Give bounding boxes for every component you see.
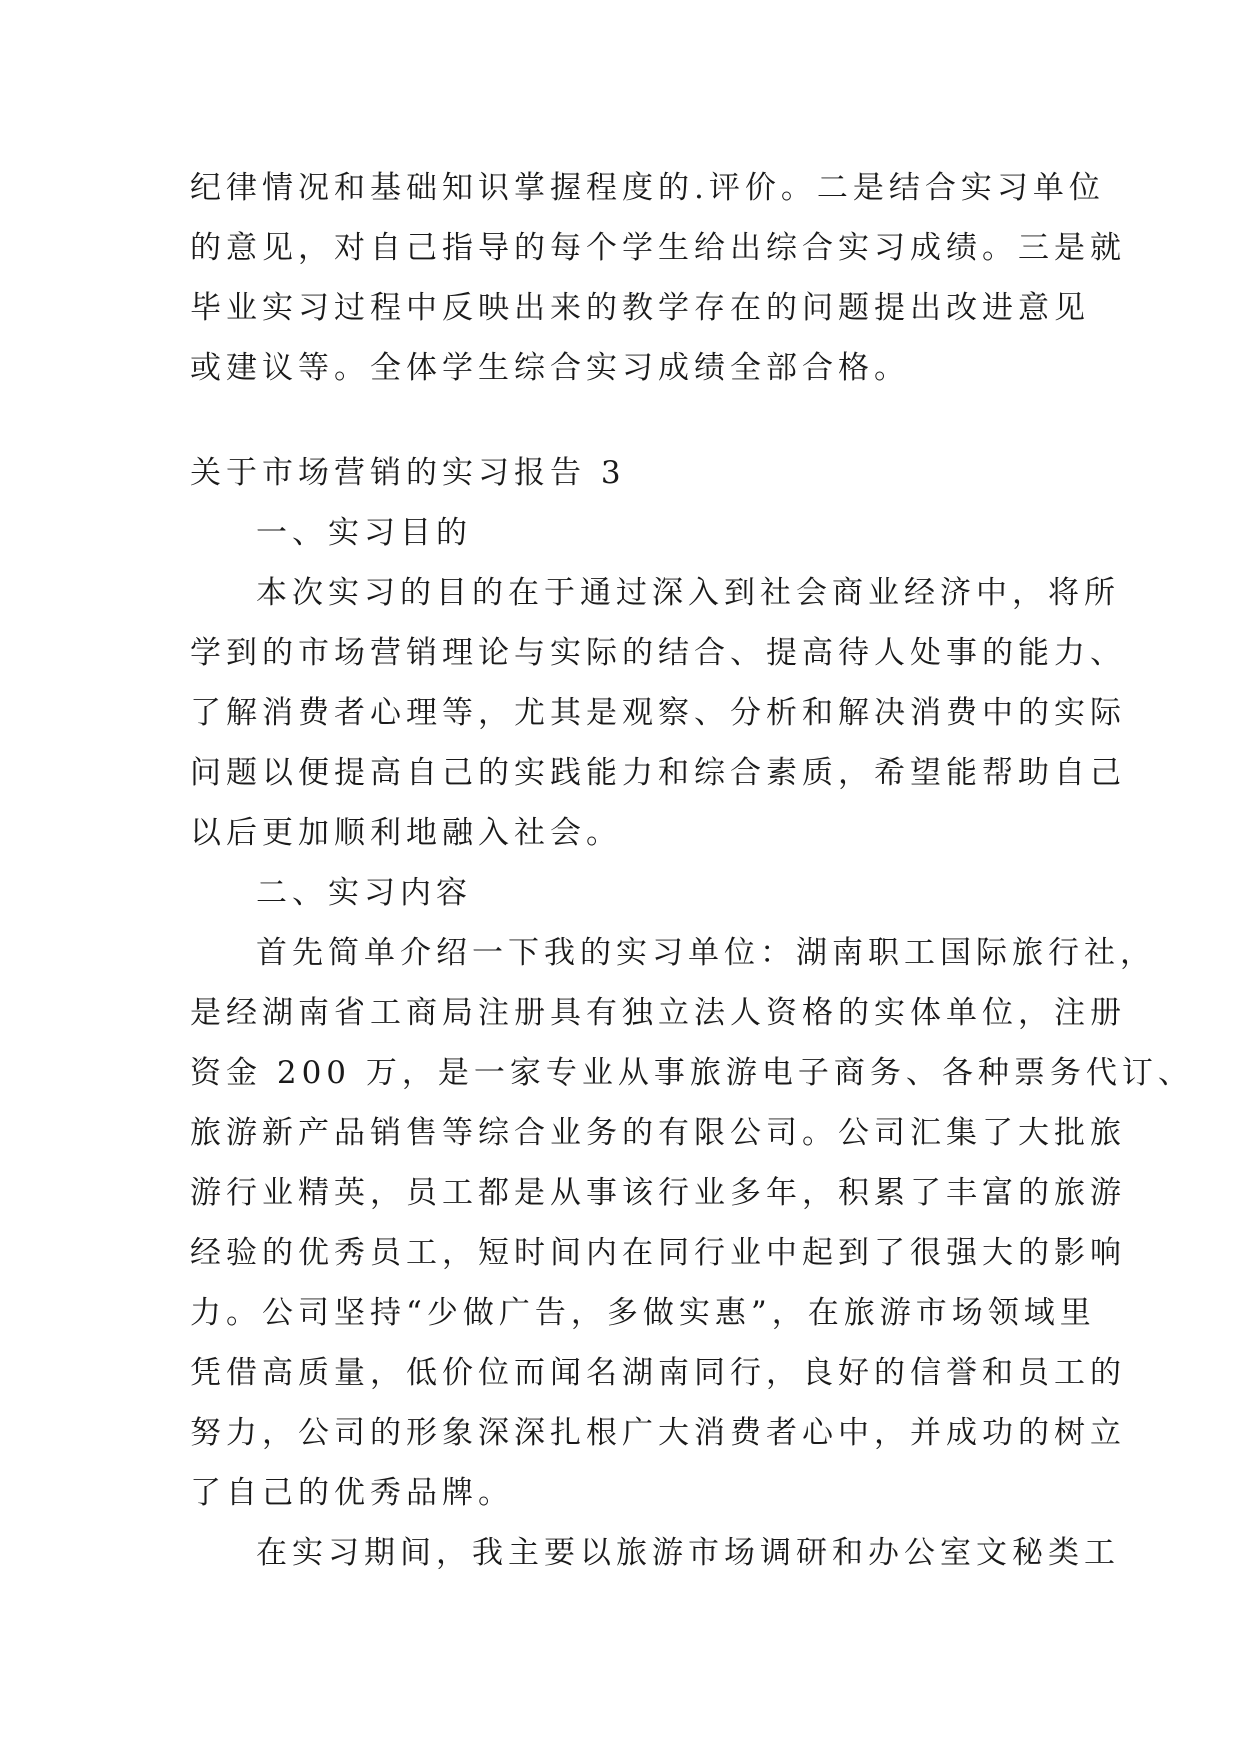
report-body — [190, 443, 1194, 1583]
paragraph-line: 是经湖南省工商局注册具有独立法人资格的实体单位，注册 — [190, 995, 1126, 1031]
paragraph-line: 力。公司坚持“少做广告，多做实惠”，在旅游市场领域里 — [190, 1295, 1096, 1331]
paragraph-line: 首先简单介绍一下我的实习单位：湖南职工国际旅行社， — [256, 935, 1156, 971]
paragraph-line: 毕业实习过程中反映出来的教学存在的问题提出改进意见 — [190, 290, 1090, 326]
continuation-paragraph — [190, 158, 1126, 398]
paragraph-line: 努力，公司的形象深深扎根广大消费者心中，并成功的树立 — [190, 1415, 1126, 1451]
paragraph-line: 本次实习的目的在于通过深入到社会商业经济中，将所 — [256, 575, 1120, 611]
section-heading-content: 二、实习内容 — [256, 875, 472, 911]
paragraph-line: 问题以便提高自己的实践能力和综合素质，希望能帮助自己 — [190, 755, 1126, 791]
paragraph-line: 的意见，对自己指导的每个学生给出综合实习成绩。三是就 — [190, 230, 1126, 266]
paragraph-line: 旅游新产品销售等综合业务的有限公司。公司汇集了大批旅 — [190, 1115, 1126, 1151]
paragraph-line: 以后更加顺利地融入社会。 — [190, 815, 622, 851]
paragraph-line: 了自己的优秀品牌。 — [190, 1475, 514, 1511]
paragraph-line: 凭借高质量，低价位而闻名湖南同行，良好的信誉和员工的 — [190, 1355, 1126, 1391]
paragraph-line: 或建议等。全体学生综合实习成绩全部合格。 — [190, 350, 910, 386]
paragraph-line: 纪律情况和基础知识掌握程度的.评价。二是结合实习单位 — [190, 170, 1105, 206]
paragraph-line: 经验的优秀员工，短时间内在同行业中起到了很强大的影响 — [190, 1235, 1126, 1271]
paragraph-line: 了解消费者心理等，尤其是观察、分析和解决消费中的实际 — [190, 695, 1126, 731]
paragraph-line: 在实习期间，我主要以旅游市场调研和办公室文秘类工 — [256, 1535, 1120, 1571]
paragraph-line: 资金 200 万，是一家专业从事旅游电子商务、各种票务代订、 — [190, 1055, 1194, 1091]
paragraph-line: 学到的市场营销理论与实际的结合、提高待人处事的能力、 — [190, 635, 1126, 671]
report-title: 关于市场营销的实习报告 3 — [190, 455, 626, 491]
section-heading-purpose: 一、实习目的 — [256, 515, 472, 551]
paragraph-line: 游行业精英，员工都是从事该行业多年，积累了丰富的旅游 — [190, 1175, 1126, 1211]
